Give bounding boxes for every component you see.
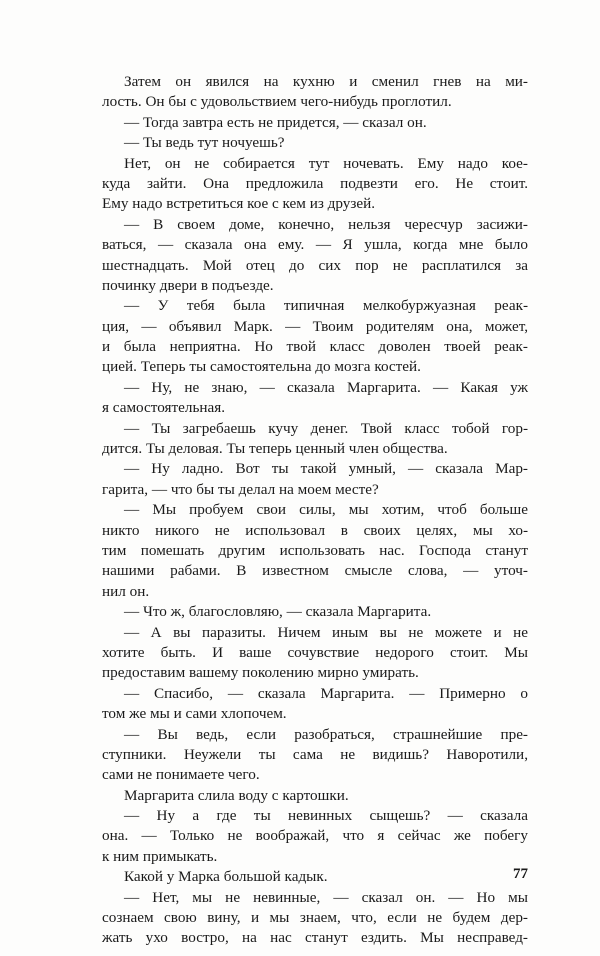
- text-line: — Мы пробуем свои силы, мы хотим, чтоб больше: [124, 501, 528, 519]
- text-line: дится. Ты деловая. Ты теперь ценный член общества.: [102, 440, 448, 458]
- text-line: куда зайти. Она предложила подвезти его. Не стоит.: [102, 174, 528, 192]
- text-line: — А вы паразиты. Ничем иным вы не можете и не: [124, 623, 528, 641]
- text-line: том же мы и сами хлопочем.: [102, 705, 287, 723]
- text-line: — Нет, мы не невинные, — сказал он. — Но мы: [124, 888, 528, 906]
- text-line: предоставим вашему поколению мирно умирать.: [102, 664, 419, 682]
- text-line: — В своем доме, конечно, нельзя чересчур засижи-: [124, 215, 528, 233]
- text-line: Ему надо встретиться кое с кем из друзей.: [102, 195, 376, 213]
- text-line: починку двери в подъезде.: [102, 276, 274, 294]
- text-line: сами не понимаете чего.: [102, 766, 260, 784]
- text-line: к ним примыкать.: [102, 847, 218, 865]
- text-line: и была неприятна. Но твой класс доволен твоей реак-: [102, 338, 528, 356]
- text-line: — Что ж, благословляю, — сказала Маргарита.: [124, 603, 432, 621]
- text-line: цией. Теперь ты самостоятельна до мозга костей.: [102, 358, 421, 376]
- text-line: — Ты ведь тут ночуешь?: [124, 134, 285, 152]
- text-line: шестнадцать. Мой отец до сих пор не расплатился за: [102, 256, 528, 274]
- text-line: никто никого не использовал в своих целях, мы хо-: [102, 521, 528, 539]
- text-line: — Вы ведь, если разобраться, страшнейшие пре-: [124, 725, 528, 743]
- text-line: гарита, — что бы ты делал на моем месте?: [102, 480, 379, 498]
- text-line: — Ты загребаешь кучу денег. Твой класс тобой гор-: [124, 419, 528, 437]
- text-line: — Ну ладно. Вот ты такой умный, — сказала Мар-: [124, 460, 528, 478]
- text-line: жать ухо востро, на нас станут ездить. Мы несправед-: [102, 929, 528, 947]
- text-line: Затем он явился на кухню и сменил гнев на ми-: [124, 73, 528, 90]
- body-text: [102, 72, 528, 949]
- text-line: Маргарита слила воду с картошки.: [124, 786, 349, 804]
- text-line: — Тогда завтра есть не придется, — сказал он.: [124, 113, 427, 131]
- text-line: я самостоятельная.: [102, 399, 226, 417]
- text-line: — Ну а где ты невинных сыщешь? — сказала: [124, 807, 528, 825]
- text-line: Нет, он не собирается тут ночевать. Ему надо кое-: [124, 154, 528, 172]
- text-line: — Ну, не знаю, — сказала Маргарита. — Какая уж: [124, 378, 528, 396]
- text-line: лость. Он бы с удовольствием чего-нибудь проглотил.: [102, 93, 452, 111]
- text-line: Какой у Марка большой кадык.: [124, 868, 328, 886]
- text-line: сознаем свою вину, и мы знаем, что, если не будем дер-: [102, 909, 528, 927]
- text-line: хотите быть. И ваше сочувствие недорого стоит. Мы: [102, 643, 528, 661]
- page-number: 77: [513, 866, 528, 882]
- text-line: — Спасибо, — сказала Маргарита. — Примерно о: [124, 684, 528, 702]
- text-line: ция, — объявил Марк. — Твоим родителям она, может,: [102, 317, 528, 335]
- text-line: тим помешать другим использовать нас. Господа станут: [102, 541, 528, 559]
- text-line: — У тебя была типичная мелкобуржуазная реак-: [124, 297, 528, 315]
- text-line: нил он.: [102, 582, 150, 600]
- text-line: нашими рабами. В известном смысле слова, — уточ-: [102, 562, 528, 580]
- text-line: ваться, — сказала она ему. — Я ушла, когда мне было: [102, 236, 528, 254]
- text-line: она. — Только не воображай, что я сейчас же побегу: [102, 827, 528, 845]
- text-line: ступники. Неужели ты сама не видишь? Наворотили,: [102, 745, 528, 763]
